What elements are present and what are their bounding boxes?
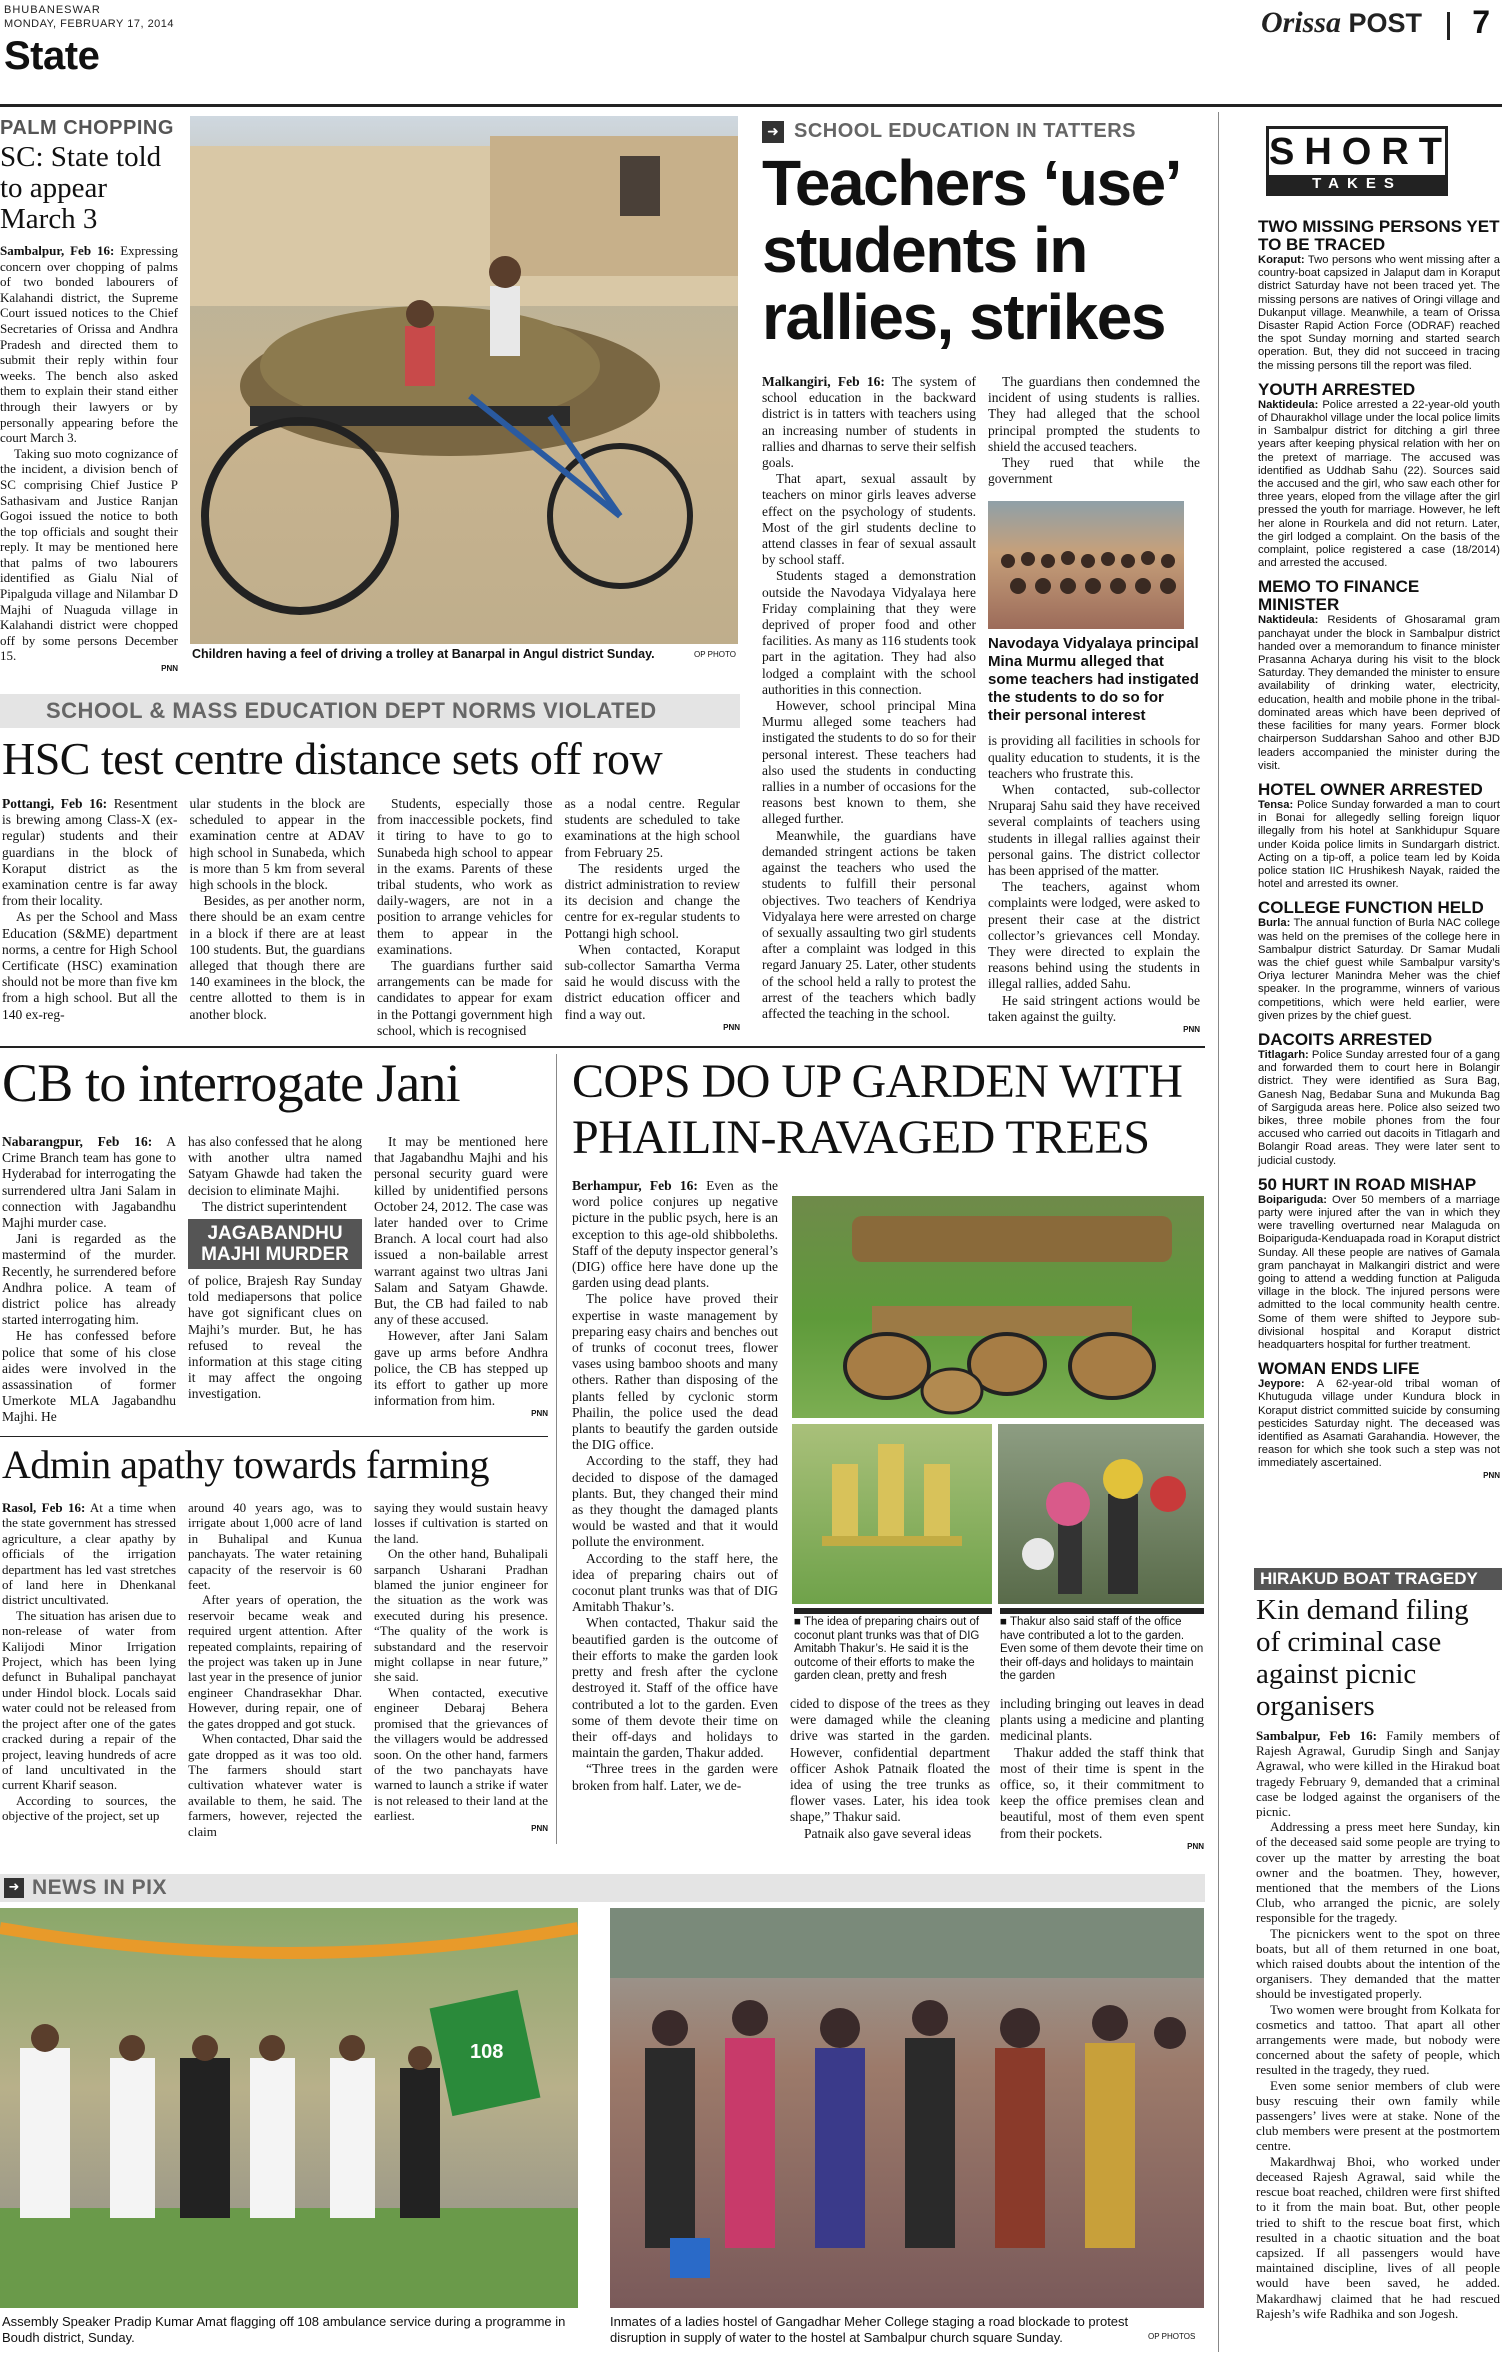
short-item-body [1258,917,1500,1023]
cb-col-2 [188,1134,362,1426]
cops-p7: cided to dispose of the trees as they were damaged while the cleaning drive was started in the garden. However, confidential department officer Ashok Patnaik floated the idea of using the tree trunks as flower vases. Later, his idea took shape,” Thakur said. [790,1696,990,1825]
short-item-body [1258,799,1500,891]
short-item-dateline: Titlagarh: [1258,1048,1309,1061]
admin-p8: On the other hand, Buhalipali sarpanch Usharani Pradhan blamed the junior engineer for the situation as the work was executed during his presence. “The quality of the work is substandard and the reservoir might collapse in near future,” she said. [374,1546,548,1685]
short-item-dateline: Jeypore: [1258,1378,1305,1391]
hirakud-body [1256,1728,1500,2321]
page-separator [1447,12,1450,40]
sidebar-rule [1218,112,1219,2352]
hsc-dateline: Pottangi, Feb 16: [2,796,108,811]
cops-p1 [572,1178,778,1291]
cops-credit: PNN [1187,1841,1204,1851]
paper-name-orissa: Orissa [1260,6,1341,39]
hsc-p6: The guardians further said arrangements can be made for candidates to appear for exam in the Pottangi government high school, which is recognised [377,958,553,1038]
admin-columns [2,1500,548,1839]
short-item [1258,1360,1500,1470]
hsc-p1-text: Resentment is brewing among Class-X (ex-regular) students and their guardians in the block of Koraput district as the examination centre is far away from their locality. [2,796,178,909]
hsc-col-2 [190,796,366,1039]
short-item-body [1258,399,1500,571]
hsc-p5: Students, especially those from inaccessible pockets, find it tiring to have to go to Sunabeda high school to appear in the exams. Parents of these tribal students, who work as daily-wagers, are not in a position to arrange vehicles for them to appear in the examinations. [377,796,553,957]
bamboo-vase-photo [792,1424,992,1604]
admin-p1 [2,1500,176,1608]
cops-p10: Thakur added the staff think that most of their time is spent in the office, so, it their commitment to keep the office premises clean and beautiful, most of them even spent from their pockets. [1000,1744,1204,1841]
short-item-text: Residents of Ghosaramal gram panchayat under the block in Sambalpur district handed over a memorandum to finance minister Prasanna Acharya during his visit to the block Saturday. They demanded the minister to ensure availability of drinking water, electricity, education, health and mobile phone in the tribal-dominated areas which have been deprived of these facilities for many years. Former block chairperson Suddarshan Sahoo and other BJD leaders accompanied the minister during the visit. [1258,614,1500,772]
teachers-p6: The guardians then condemned the incident of using students is rallies. They had alleged that the school principal prompted the students to shield the accused teachers. [988,374,1200,454]
teachers-p4: However, school principal Mina Murmu alleged some teachers had instigated the students to do so for their personal interest. These teachers had also used the students in conducting rallies in a number of occasions for the reasons best known to them, she alleged further. [762,698,976,827]
teachers-p5: Meanwhile, the guardians have demanded stringent actions be taken against the teachers who used the students to fulfill their personal objectives. Two teachers of Kendriya Vidyalaya here were arrested on charge of sexually assaulting two girl students after a complaint was lodged in this regard January 25. Later, other students of the school held a rally to protest the arrest of the teachers which badly affected the teaching in the school. [762,827,976,1021]
hirakud-p1-text: Family members of Rajesh Agrawal, Gurudip Singh and Sanjay Agrawal, who were killed in the Hirakud boat tragedy February 9, demanded that a criminal case be lodged against the organisers of the picnic. [1256,1728,1501,1820]
short-item [1258,899,1500,1023]
admin-p4: around 40 years ago, was to irrigate about 1,000 acre of land in Buhalipal and Kunua panchayats. The water retaining capacity of the reservoir is 60 feet. [188,1500,362,1593]
pix-band [0,1874,1205,1902]
hirakud-p3: The picnickers went to the spot on three boats, but all of them returned in one boat, which raised doubts about the intention of the organisers. They demanded that the matter should be investigated properly. [1256,1925,1500,2002]
short-item-dateline: Boipariguda: [1258,1193,1327,1206]
short-item-text: Police Sunday arrested four of a gang and forwarded them to court here in Bolangir district. They were identified as Sura Bag, Ganesh Nag, Bedabar Suna and Mukunda Bag of Sargiguda areas here. Police also seized two bikes, three mobile phones from the four accused who carried out dacoits in Titlagarh and Bolangir Road areas. They were later sent to judicial custody. [1258,1048,1500,1167]
admin-p7: saying they would sustain heavy losses if cultivation is started on the land. [374,1500,548,1546]
cb-p7: It may be mentioned here that Jagabandhu Majhi and his personal security guard were killed by unidentified persons October 24, 2012. The case was later handed over to Crime Branch. A local court had also issued a non-bailable arrest warrant against two ultras Jani Salam and Satyam Ghawde. But, the CB had failed to nab any of these accused. [374,1134,548,1328]
hsc-col-1 [2,796,178,1039]
teachers-p1 [762,374,976,471]
bullet-icon: ■ [794,1616,804,1628]
short-item [1258,381,1500,571]
protest-illustration [610,1908,1204,2308]
hsc-p1 [2,796,178,909]
teachers-p7: They rued that while the government [988,455,1200,487]
short-item-text: Two persons who went missing after a country-boat capsized in Jalaput dam in Koraput district Saturday have not been traced yet. The missing persons are natives of Oringi village and Dukanput village. Meanwhile, a team of Orissa Disaster Rapid Action Force (ODRAF) reached the spot Sunday morning and started search operation. But, they did not succeed in tracing the missing persons till the report was filed. [1258,254,1500,372]
trolley-caption: Children having a feel of driving a trolley at Banarpal in Angul district Sunday. [192,647,655,661]
admin-dateline: Rasol, Feb 16: [2,1500,86,1515]
short-item-head: YOUTH ARRESTED [1258,379,1416,399]
teachers-kicker: SCHOOL EDUCATION IN TATTERS [794,120,1137,142]
hirakud-dateline: Sambalpur, Feb 16: [1256,1728,1377,1743]
short-takes-list [1258,210,1500,1480]
blockade-photo [610,1908,1204,2308]
teachers-headline: Teachers ‘use’ students in rallies, strikes [762,147,1178,353]
page-number: 7 [1472,4,1490,40]
short-item-text: A 62-year-old tribal woman of Khutuguda village under Kundura block in Koraput district committed suicide by consuming pesticides Saturday night. The deceased was identified as Asamati Garahandia. However, the reason for which she took such a step was not immediately ascertained. [1258,1378,1500,1470]
bullet-icon: ■ [1000,1616,1010,1628]
admin-p3: According to sources, the objective of the project, set up [2,1792,176,1824]
paper-name-post: POST [1348,8,1422,38]
cops-p2: The police have proved their expertise in waste management by preparing easy chairs and benches out of trunks of coconut trees, flower vases using bamboo shoots and many others. Rather than disposing of the plants felled by cyclonic storm Phailin, the police used the dead plants to beautify the garden outside the DIG office. [572,1291,778,1453]
garden-caption-2-text: Thakur also said staff of the office have contributed a lot to the garden. Even some of them devote their time on their off-days and holidays to maintain the garden [1000,1616,1204,1682]
cb-p3: He has confessed before police that some of his close aides were involved in the assassination of former Umerkote MLA Jagabandhu Majhi. He [2,1328,176,1425]
palm-body [0,243,178,446]
pix-label: NEWS IN PIX [32,1876,168,1899]
hsc-p3: ular students in the block are scheduled to appear in the examination centre at ADAV high school in Sunabeda, which is more than 5 km from several high schools in the block. [189,796,365,893]
garden-caption-1 [794,1608,992,1684]
teachers-credit: PNN [1183,1025,1200,1035]
teachers-p10: The teachers, against whom complaints were lodged, were asked to present their case at the district collector’s grievances cell Monday. They were directed to explain the reasons behind using the students in illegal rallies, added Sahu. [988,879,1200,992]
admin-p6: When contacted, Dhar said the gate dropped as it was too old. The farmers should start cultivation whatever water is available to them, he said. The farmers, however, rejected the claim [188,1731,362,1839]
cb-col-1 [2,1134,176,1426]
short-item-head: 50 HURT IN ROAD MISHAP [1258,1174,1477,1194]
palm-story [0,116,178,673]
short-item-head: MEMO TO FINANCE MINISTER [1258,577,1420,615]
hirakud-kicker: HIRAKUD BOAT TRAGEDY [1254,1568,1502,1590]
teachers-col-1 [762,374,976,1022]
navodaya-photo [988,501,1184,629]
cb-p2: Jani is regarded as the mastermind of the murder. Recently, he surrendered before Andhra police. A team of district police has already started interrogating him. [2,1231,176,1328]
hsc-p2: As per the School and Mass Education (S&ME) department norms, a centre for High School Certificate (HSC) examination should not be more than five km from a high school. But all the 140 ex-reg- [2,909,178,1022]
short-item-text: Over 50 members of a marriage party were injured after the van in which they were travelling overturned near Malaguda on Boipariguda-Kenduapada road in Koraput district Sunday. All these people are natives of Gamala gram panchayat in Malkangiri district and were going to attend a wedding function at Paliguda village in the block. The injured persons were admitted to the local community health centre. Some of them were shifted to Jeypore sub-divisional hospital and Koraput district headquarters hospital for further treatment. [1258,1193,1500,1352]
cops-p5: When contacted, Thakur said the beautified garden is the outcome of their efforts to make the garden look pretty and fresh after the cyclone destroyed it. Staff of the office have contributed a lot to the garden. Even some of them devote their time on their off-days and holidays to maintain the garden, Thakur added. [572,1615,778,1761]
masthead-rule [0,104,1502,107]
short-item [1258,781,1500,891]
palm-credit: PNN [161,664,178,674]
short-item-dateline: Koraput: [1258,254,1305,266]
pix-credit: OP PHOTOS [1148,2332,1196,2341]
trolley-photo [190,116,738,644]
students-illustration [988,501,1184,629]
garden-chair-photo [792,1196,1204,1418]
short-item-text: Police Sunday forwarded a man to court in Bonai for allegedly selling foreign liquor illegally from his hotel at Sankhidupur Square under Koida police limits in Sundargarh district. Acting on a tip-off, a police team led by Koida police station IIC Hrushikesh Nayak, raided the hotel and arrested its owner. [1258,798,1501,891]
short-item-body [1258,1049,1500,1168]
cb-p5: The district superintendent [202,1198,347,1214]
flag-ceremony-illustration [0,1908,578,2308]
short-item-body [1258,1194,1500,1352]
admin-col-1 [2,1500,176,1839]
hirakud-p5: Even some senior members of club were busy rescuing their own family while passengers’ lives were at stake. None of the club members were present at the postmortem centre. [1256,2077,1500,2154]
admin-headline: Admin apathy towards farming [2,1442,489,1487]
flowers-illustration [998,1424,1204,1604]
short-item [1258,1176,1500,1352]
short-item [1258,218,1500,373]
teachers-p8: is providing all facilities in schools for quality education to students, it is the teachers who frustrate this. [988,733,1200,781]
hirakud-p4: Two women were brought from Kolkata for cosmetics and tattoo. That apart all other arrangements were made, but nobody were concerned about the safety of people, which resulted in the tragedy, they rued. [1256,2001,1500,2078]
cb-p6: of police, Brajesh Ray Sunday told mediapersons that police have got significant clues on Majhi’s murder. But, he has refused to reveal the information at this stage citing it may affect the ongoing investigation. [188,1273,362,1402]
hsc-p8: The residents urged the district administration to review its decision and change the centre for ex-regular students to Pottangi high school. [564,860,740,941]
teachers-p2: That apart, sexual assault by teachers on minor girls leaves adverse effect on the psychology of students. Most of the girl students decline to attend classes in fear of sexual assault by school staff. [762,471,976,568]
short-item-dateline: Naktideula: [1258,614,1319,627]
hirakud-headline: Kin demand filing of criminal case against picnic organisers [1256,1594,1469,1722]
admin-col-3 [374,1500,548,1839]
hsc-columns [2,796,740,1039]
flag-label: 108 [470,2041,504,2063]
hirakud-p2: Addressing a press meet here Sunday, kin of the deceased said some people are trying to cover up the matter by arresting the boat owner and the boatmen. They, however, mentioned that the members of the Lions Club, who arranged the picnic, are solely responsible for the tragedy. [1256,1819,1500,1926]
admin-p1-text: At a time when the state government has stressed agriculture, a clear apathy by officials of the irrigation department has led vast stretches of land here in Dhenkanal district uncultivated. [2,1500,176,1608]
cb-p4: has also confessed that he along with another ultra named Satyam Ghawde had taken the decision to eliminate Majhi. [188,1134,362,1198]
short-item-head: DACOITS ARRESTED [1258,1029,1433,1049]
masthead-city: BHUBANESWAR [4,4,101,16]
log-chair-illustration [792,1196,1204,1418]
garden-caption-1-text: The idea of preparing chairs out of coconut plant trunks was that of DIG Amitabh Thakur’s. He said it is the outcome of their efforts to make the garden clean, pretty and fresh [794,1616,980,1682]
cb-dateline: Nabarangpur, Feb 16: [2,1134,153,1149]
mid-rule [0,1046,1205,1048]
arrow-icon: ➜ [4,1878,24,1898]
palm-headline: SC: State told to appear March 3 [0,141,162,235]
hsc-credit: PNN [723,1022,740,1032]
short-item [1258,1031,1500,1168]
arrow-icon: ➜ [762,121,784,143]
short-credit: PNN [1483,1470,1500,1480]
hsc-p7: as a nodal centre. Regular students are scheduled to take examinations at the high school from February 25. [564,796,740,860]
trolley-illustration [190,116,738,644]
admin-p2: The situation has arisen due to non-release of water from Kalijodi Minor Irrigation Project, which has been lying defunct in Buhalipal panchayat under Hindol block. Locals said water could not be released from the project after one of the gates cracked during a repair of the project, leaving hundreds of acre of land uncultivated in the current Kharif season. [2,1607,176,1793]
cb-columns [2,1134,548,1426]
cops-p3: According to the staff, they had decided to dispose of the damaged plants. But, they changed their mind as they thought the damaged plants would be wasted and that it would pollute the environment. [572,1453,778,1550]
short-item-dateline: Tensa: [1258,798,1294,811]
cops-p4: According to the staff here, the idea of preparing chairs out of coconut plant trunks was that of DIG Amitabh Thakur’s. [572,1550,778,1615]
teachers-p3: Students staged a demonstration outside the Navodaya Vidyalaya here Friday complaining that they were deprived of proper food and other facilities. As many as 116 students took part in the agitation. They had also lodged a complaint with the school authorities in this connection. [762,568,976,697]
paper-name [1261,6,1422,40]
teachers-col-2 [988,374,1200,1034]
cops-p9: including bringing out leaves in dead plants using a medicine and planting medicinal plants. [1000,1696,1204,1744]
cops-headline [572,1054,1182,1166]
cb-p1-text: A Crime Branch team has gone to Hyderabad for interrogating the surrendered ultra Jani Salam in connection with Jagabandhu Majhi murder case. [2,1134,176,1231]
short-item-head: HOTEL OWNER ARRESTED [1258,779,1483,799]
short-item [1258,578,1500,772]
garden-caption-2 [1000,1608,1204,1684]
cb-col-3 [374,1134,548,1426]
short-item-dateline: Naktideula: [1258,398,1319,411]
masthead-date: MONDAY, FEBRUARY 17, 2014 [4,18,175,30]
hsc-p4: Besides, as per another norm, there should be an exam centre in a block if there are at least 100 students. But, the guardians alleged that though there are 140 examinees in the block, the centre allotted to them is in another block. [189,893,365,1022]
teachers-kicker-row [762,120,1136,143]
palm-dateline: Sambalpur, Feb 16: [0,243,115,258]
hsc-kicker: SCHOOL & MASS EDUCATION DEPT NORMS VIOLATED [46,698,657,723]
palm-kicker: PALM CHOPPING [0,117,174,139]
hirakud-p1 [1256,1728,1500,1819]
cb-headline: CB to interrogate Jani [2,1053,460,1113]
flower-vase-photo [998,1424,1204,1604]
blockade-caption: Inmates of a ladies hostel of Gangadhar Meher College staging a road blockade to protest disruption in supply of water to the hostel at Sambalpur church square Sunday. [610,2314,1129,2345]
short-item-text: Police arrested a 22-year-old youth of Dhaurakhol village under the local police limits in Sambalpur district for ditching a girl three years after keeping physical relation with her on the pretext of marriage. The accused was identified as Uddhab Sahu (22). Sources said the accused and the girl, who saw each other for three years, eloped from the village after the girl pressed the youth for marriage. However, he left her alone in Rourkela and did not return. Later, the girl lodged a complaint. On the basis of the complaint, police registered a case (18/2014) and arrested the accused. [1258,398,1500,570]
hsc-col-4 [565,796,741,1039]
cops-col-3 [1000,1696,1204,1851]
admin-p5: After years of operation, the reservoir became weak and required urgent attention. After repeated complaints, repairing of the project was taken up in June last year in the presence of junior engineer Chandrasekhar Dhar. However, during repair, one of the gates dropped and got stuck. [188,1592,362,1731]
cb-p8: However, after Jani Salam gave up arms before Andhra police, the CB has stepped up its effort to gather up more information from him. [374,1328,548,1409]
short-item-body [1258,1378,1500,1470]
cb-credit: PNN [531,1409,548,1419]
cops-headline-2: PHAILIN-RAVAGED TREES [572,1111,1150,1164]
cops-p8: Patnaik also gave several ideas [804,1825,972,1841]
navodaya-caption: Navodaya Vidyalaya principal Mina Murmu alleged that some teachers had instigated the students to do so for their personal interest [988,635,1199,725]
teachers-p9: When contacted, sub-collector Nruparaj Sahu said they have received several complaints of teachers using students in illegal rallies against their personal gains. The district collector has been apprised of the matter. [988,782,1200,879]
hirakud-p6: Makardhwaj Bhoi, who worked under deceased Rajesh Agrawal, said while the rescue boat reached, children were first shifted to it from the main boat. But, other people tried to shift to the rescue boat first, which resulted in a chaotic situation and the boat capsized. If all passengers would have maintained discipline, lives of all people would have been saved, he added. Makardhawj claimed that he had rescued Rajesh’s wife Radhika and son Jogesh. [1256,2153,1500,2321]
cops-p1-text: Even as the word police conjures up negative picture in the public psych, here is an exception to this age-old shibboleths. Staff of the deputy inspector general’s (DIG) office here have done up the garden using dead plants. [572,1178,778,1291]
ambulance-photo [0,1908,578,2308]
trolley-credit: OP PHOTO [694,650,736,659]
short-item-dateline: Burla: [1258,917,1291,930]
cops-p6: “Three trees in the garden were broken from half. Later, we de- [572,1761,778,1793]
ambulance-caption: Assembly Speaker Pradip Kumar Amat flagging off 108 ambulance service during a programme in Boudh district, Sunday. [2,2314,566,2345]
admin-rule [0,1436,548,1437]
cops-dateline: Berhampur, Feb 16: [572,1178,698,1193]
short-item-head: TWO MISSING PERSONS YET TO BE TRACED [1258,217,1500,254]
short-takes-logo-bottom: TAKES [1269,175,1445,193]
admin-credit: PNN [531,1823,548,1833]
col-divider [556,1054,557,1844]
teachers-p1-text: The system of school education in the backward district is in tatters with teachers using an increasing number of students in rallies and dharnas to serve their selfish goals. [762,374,976,471]
admin-col-2 [188,1500,362,1839]
hsc-headline: HSC test centre distance sets off row [2,733,663,784]
short-item-body [1258,254,1500,373]
teachers-p11: He said stringent actions would be taken against the guilty. [988,992,1200,1024]
admin-p9: When contacted, executive engineer Debaraj Behera promised that the grievances of the villagers would be addressed soon. On the other hand, farmers of the two panchayats have warned to launch a strike if water is not released to their land at the earliest. [374,1684,548,1824]
cops-col-1 [572,1178,778,1794]
short-item-head: WOMAN ENDS LIFE [1258,1359,1420,1379]
cb-highlight-box: JAGABANDHU MAJHI MURDER [188,1219,362,1269]
bamboo-illustration [792,1424,992,1604]
hsc-col-3 [377,796,553,1039]
cops-headline-1: COPS DO UP GARDEN WITH [572,1055,1183,1108]
cops-col-2 [790,1696,990,1842]
short-item-body [1258,614,1500,772]
short-item-head: COLLEGE FUNCTION HELD [1258,898,1484,918]
palm-body-2: Taking suo moto cognizance of the incident, a division bench of SC comprising Chief Justice P Sathasivam and Justice Ranjan Gogoi issued the notice to both the top officials and sought their reply. It may be mentioned here that palms of two labourers identified as Gialu Nial of Pipalguda village and Nilambar D Majhi of Nuaguda village in Kalahandi district were chopped off by some persons December 15. [0,445,178,664]
short-item-text: The annual function of Burla NAC college was held on the premises of the college here in Sambalpur district Saturday. Dr Samar Mudali was the chief guest while Sambalpur varsity’s Oriya lecturer Manindra Meher was the chief speaker. In the programme, winners of various competitions, which were held earlier, were given prizes by the chief guest. [1258,917,1500,1022]
short-takes-logo [1266,126,1452,196]
short-takes-logo-top: SHORT [1269,131,1452,173]
hsc-p9: When contacted, Koraput sub-collector Samartha Verma said he would discuss with the district education officer and find a way out. [564,941,740,1022]
cb-p1 [2,1134,176,1231]
section-title: State [4,34,100,78]
palm-text: Expressing concern over chopping of palms of two bonded labourers of Kalahandi district, the Supreme Court issued notices to the Chief Secretaries of Orissa and Andhra Pradesh and directed them to submit their reply within four weeks. The bench also asked them to explain their stand either through their lawyers or by personally appearing before the court March 3. [0,243,178,446]
teachers-dateline: Malkangiri, Feb 16: [762,374,885,389]
